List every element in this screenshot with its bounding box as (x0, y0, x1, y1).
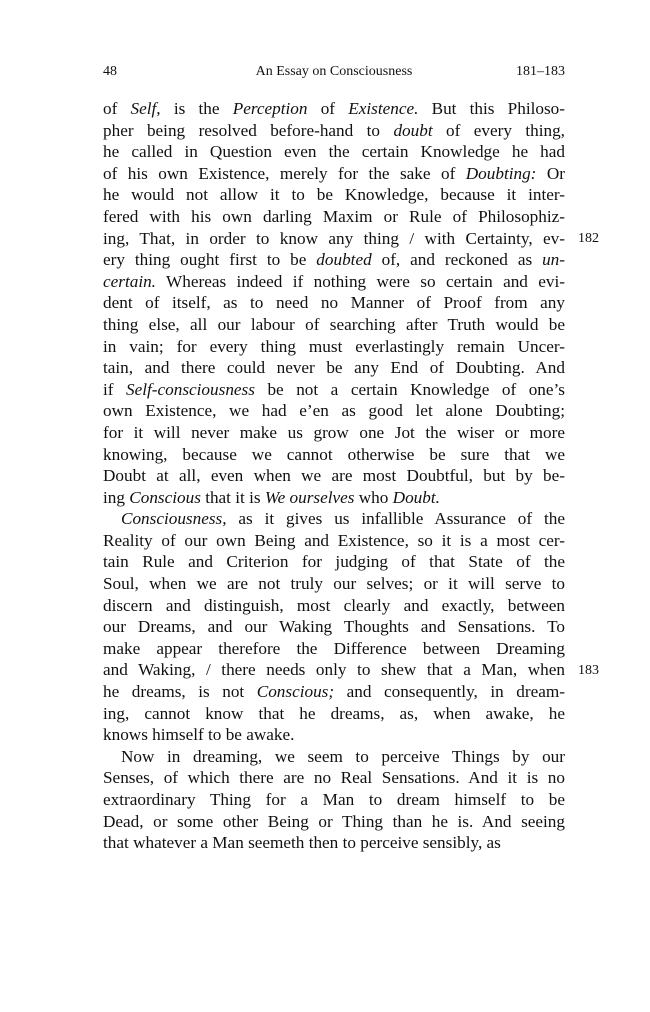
text-fragment: knows himself to be awake. (103, 725, 295, 745)
text-line (103, 595, 565, 617)
running-header (103, 60, 565, 84)
text-fragment: that whatever a Man seemeth then to perceive sensibly, as (103, 833, 501, 853)
text-line (103, 120, 565, 142)
text-line (103, 357, 565, 379)
margin-section-number: 182 (578, 230, 599, 246)
text-fragment: ing, cannot know that he dreams, as, when awake, he (103, 703, 565, 723)
text-line (103, 249, 565, 271)
text-fragment: Perception (232, 99, 308, 118)
text-fragment: our Dreams, and our Waking Thoughts and Sensations. To (103, 617, 565, 637)
text-line (103, 638, 565, 660)
text-fragment: of (307, 99, 349, 118)
text-line (103, 314, 565, 336)
text-line (103, 465, 565, 487)
text-line (103, 422, 565, 444)
text-fragment: he dreams, is not (103, 682, 257, 702)
text-fragment: of (103, 99, 131, 118)
text-line (103, 487, 565, 509)
text-fragment: of, and reckoned as (371, 250, 543, 270)
text-fragment: knowing, because we cannot otherwise be sure that we (103, 444, 565, 464)
text-fragment: own Existence, we had e’en as good let alone Doubting; (103, 401, 565, 421)
text-line (103, 551, 565, 573)
text-fragment: Conscious; (256, 682, 335, 702)
text-line (103, 681, 565, 703)
text-fragment: ing (103, 487, 130, 507)
text-fragment: of every thing, (432, 120, 565, 140)
text-line (103, 616, 565, 638)
text-fragment: Dead, or some other Being or Thing than he is. And seeing (103, 811, 565, 831)
text-fragment: Self, (130, 99, 161, 118)
text-line (103, 811, 565, 833)
text-line (103, 703, 565, 725)
text-fragment: is the (160, 99, 233, 118)
text-line (103, 271, 565, 293)
text-line (103, 508, 565, 530)
body-text (103, 98, 565, 854)
text-fragment: pher being resolved before-hand to (103, 120, 394, 140)
text-fragment: un- (542, 250, 565, 270)
text-fragment: Doubt at all, even when we are most Doubtful, but by be- (103, 466, 565, 486)
text-fragment: Self-consciousness (126, 379, 255, 399)
text-line (103, 379, 565, 401)
text-fragment: Doubting: (465, 163, 537, 183)
text-fragment: dent of itself, as to need no Manner of Proof from any (103, 293, 565, 313)
text-fragment: certain. (103, 271, 156, 291)
text-line (103, 400, 565, 422)
text-fragment: who (354, 487, 393, 507)
text-fragment: Doubt. (392, 487, 440, 507)
text-fragment: Whereas indeed if nothing were so certain and evi- (155, 271, 565, 291)
text-fragment: doubt (393, 120, 433, 140)
text-line (103, 746, 565, 768)
text-line (103, 444, 565, 466)
text-fragment: make appear therefore the Difference between Dreaming (103, 638, 565, 658)
text-fragment: thing else, all our labour of searching after Truth would be (103, 314, 565, 334)
text-fragment: ery thing ought first to be (103, 250, 317, 270)
text-fragment: as it gives us infallible Assurance of the (226, 509, 565, 529)
text-fragment: Now in dreaming, we seem to perceive Things by our (121, 746, 565, 766)
text-line (103, 530, 565, 552)
page-number: 48 (103, 64, 117, 79)
text-fragment: Conscious (129, 487, 201, 507)
text-line (103, 659, 565, 681)
text-line (103, 206, 565, 228)
text-fragment: Reality of our own Being and Existence, so it is a most cer- (103, 530, 565, 550)
text-line (103, 163, 565, 185)
text-fragment: discern and distinguish, most clearly and exactly, between (103, 595, 565, 615)
text-line (103, 724, 565, 746)
text-fragment: and Waking, / there needs only to shew that a Man, when (103, 660, 565, 680)
text-fragment: doubted (316, 250, 372, 270)
text-fragment: be not a certain Knowledge of one’s (254, 379, 565, 399)
text-line (103, 573, 565, 595)
text-fragment: extraordinary Thing for a Man to dream himself to be (103, 790, 565, 809)
text-line (103, 832, 565, 854)
text-line (103, 336, 565, 358)
text-fragment: ing, That, in order to know any thing / with Certainty, ev- (103, 228, 565, 248)
text-line (103, 228, 565, 250)
text-line (103, 767, 565, 789)
section-range: 181–183 (516, 64, 565, 79)
text-fragment: But this Philoso- (418, 99, 565, 118)
text-fragment: for it will never make us grow one Jot the wiser or more (103, 422, 565, 442)
text-line (103, 292, 565, 314)
running-title: An Essay on Consciousness (255, 64, 413, 79)
text-fragment: tain Rule and Criterion for judging of that State of the (103, 552, 565, 572)
text-fragment: Or (536, 163, 565, 183)
text-fragment: he would not allow it to be Knowledge, because it inter- (103, 185, 565, 205)
text-fragment: Senses, of which there are no Real Sensations. And it is no (103, 768, 565, 788)
text-fragment: Consciousness, (121, 509, 227, 529)
text-line (103, 789, 565, 811)
text-fragment: and consequently, in dream- (334, 682, 565, 702)
text-fragment: Soul, when we are not truly our selves; or it will serve to (103, 574, 565, 594)
text-fragment: We ourselves (264, 487, 355, 507)
text-line (103, 98, 565, 120)
text-line (103, 141, 565, 163)
text-fragment: tain, and there could never be any End of Doubting. And (103, 358, 565, 378)
text-fragment: that it is (200, 487, 265, 507)
text-line (103, 184, 565, 206)
text-fragment: in vain; for every thing must everlastingly remain Uncer- (103, 336, 565, 356)
text-fragment: of his own Existence, merely for the sake of (103, 163, 466, 183)
text-fragment: if (103, 379, 127, 399)
margin-section-number: 183 (578, 662, 599, 678)
text-fragment: fered with his own darling Maxim or Rule of Philosophiz- (103, 206, 565, 226)
text-fragment: Existence. (348, 99, 419, 118)
text-fragment: he called in Question even the certain Knowledge he had (103, 142, 565, 162)
